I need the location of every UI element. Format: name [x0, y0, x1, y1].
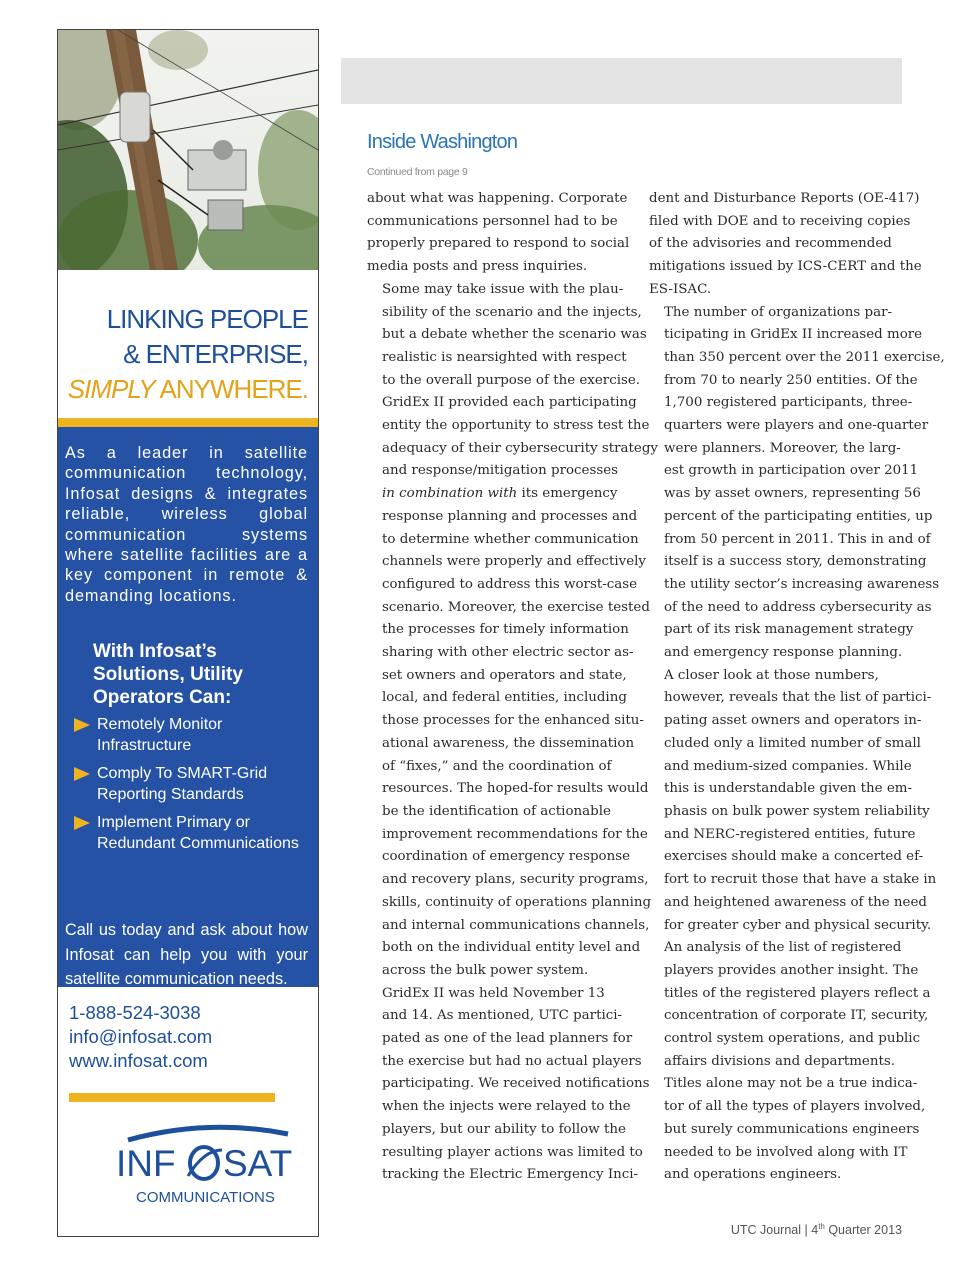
text-line: channels were properly and effectively — [382, 554, 646, 570]
text-line: the exercise but had no actual players — [382, 1053, 642, 1069]
footer-quarter-year: Quarter 2013 — [824, 1223, 902, 1238]
text-line: dent and Disturbance Reports (OE-417) — [649, 191, 920, 206]
ad-solutions-line: Operators Can: — [93, 687, 232, 708]
text-line: this is understandable given the em- — [664, 781, 912, 797]
footer-journal: UTC Journal — [730, 1223, 802, 1238]
text-line: adequacy of their cybersecurity strategy — [382, 440, 658, 456]
paragraph — [649, 188, 922, 302]
ad-headline-line2: & ENTERPRISE, — [123, 339, 308, 369]
text-line: coordination of emergency response — [382, 849, 631, 865]
footer-quarter-suffix: th — [818, 1222, 825, 1231]
text-line: sibility of the scenario and the injects, — [382, 304, 642, 320]
paragraph — [367, 188, 630, 279]
text-line: concentration of corporate IT, security, — [664, 1008, 929, 1024]
text-line: from 70 to nearly 250 entities. Of the — [664, 372, 918, 388]
text-line: pating asset owners and operators in- — [664, 713, 922, 729]
text-line: mitigations issued by ICS-CERT and the — [649, 259, 922, 275]
ad-benefit-line: Remotely Monitor — [97, 716, 223, 733]
ad-gold-rule — [58, 418, 318, 427]
ad-benefit-line: Redundant Communications — [97, 834, 299, 852]
text-line: properly prepared to respond to social — [367, 236, 630, 252]
ad-solutions-heading — [93, 640, 303, 709]
article-column-right — [649, 188, 945, 1187]
text-line: and operations engineers. — [664, 1167, 842, 1183]
text-line: and recovery plans, security programs, — [382, 872, 649, 888]
text-line: players provides another insight. The — [664, 962, 919, 978]
ad-benefits-list — [72, 715, 312, 862]
text-line: however, reveals that the list of partici- — [664, 690, 932, 706]
text-line: was by asset owners, representing 56 — [664, 486, 921, 502]
ad-headline-line1: LINKING PEOPLE — [106, 304, 308, 334]
paragraph — [649, 937, 931, 1187]
page-footer — [0, 1222, 902, 1237]
ad-contact-info — [69, 1001, 212, 1073]
infosat-logo-icon — [98, 1120, 318, 1210]
logo-name-right: SAT — [223, 1143, 293, 1184]
text-line: configured to address this worst-case — [382, 576, 638, 592]
text-line: were planners. Moreover, the larg- — [664, 440, 901, 456]
text-line: fort to recruit those that have a stake in — [664, 872, 937, 888]
text-line: across the bulk power system. — [382, 962, 589, 978]
text-line: local, and federal entities, including — [382, 690, 627, 706]
text-line: but surely communications engineers — [664, 1121, 920, 1137]
text-line: of the advisories and recommended — [649, 236, 892, 252]
ad-benefit-item — [72, 813, 312, 854]
utility-pole-photo-icon — [58, 30, 318, 270]
ad-solutions-line: With Infosat’s — [93, 641, 217, 662]
text-line: entity the opportunity to stress test the — [382, 418, 650, 434]
text-line: est growth in participation over 2011 — [664, 463, 919, 479]
text-line: ticipating in GridEx II increased more — [664, 327, 923, 343]
text-line: and 14. As mentioned, UTC partici- — [382, 1008, 623, 1024]
text-line: when the injects were relayed to the — [382, 1099, 631, 1115]
ad-benefit-item — [72, 764, 312, 805]
text-line: The number of organizations par- — [664, 304, 893, 320]
arrow-right-icon — [74, 767, 90, 781]
text-line: and response/mitigation processes — [382, 463, 619, 479]
text-line: GridEx II provided each participating — [382, 395, 637, 411]
logo-subtitle: COMMUNICATIONS — [136, 1189, 275, 1206]
ad-email-link[interactable]: info@infosat.com — [69, 1026, 213, 1047]
header-gray-band — [341, 58, 902, 104]
ad-headline — [58, 302, 308, 407]
ad-benefit-line: Infrastructure — [97, 736, 192, 754]
continued-from-note: Continued from page 9 — [367, 166, 468, 178]
italic-phrase: in combination with — [382, 486, 518, 502]
text-line: control system operations, and public — [664, 1031, 921, 1047]
ad-headline-simply: SIMPLY — [67, 374, 155, 404]
section-title: Inside Washington — [367, 131, 518, 153]
text-line: affairs divisions and departments. — [664, 1053, 895, 1069]
text-line: but a debate whether the scenario was — [382, 327, 647, 343]
text-line: percent of the participating entities, up — [664, 508, 933, 524]
arrow-right-icon — [74, 718, 90, 732]
text-line: of “fixes,” and the coordination of — [382, 758, 612, 774]
ad-phone[interactable]: 1-888-524-3038 — [69, 1002, 201, 1023]
text-line: of the need to address cybersecurity as — [664, 599, 932, 615]
ad-gold-bar — [69, 1093, 275, 1102]
text-line: pated as one of the lead planners for — [382, 1031, 633, 1047]
article-column-left — [367, 188, 658, 1187]
text-line: A closer look at those numbers, — [664, 667, 879, 683]
ad-headline-line3 — [58, 372, 308, 407]
ad-intro-text: As a leader in satellite communication technology, Infosat designs & integrates reliable, wireless global communication systems where satellite facilities are a key component in remote & demanding locations. — [65, 444, 308, 605]
ad-blue-panel — [58, 427, 318, 987]
text-line: the processes for timely information — [382, 622, 629, 638]
text-line: part of its risk management strategy — [664, 622, 914, 638]
text-line: and heightened awareness of the need — [664, 894, 927, 910]
text-line: to determine whether communication — [382, 531, 639, 547]
text-line: sharing with other electric sector as- — [382, 645, 634, 661]
ad-benefit-item — [72, 715, 312, 756]
text-line: tor of all the types of players involved, — [664, 1099, 926, 1115]
text-line: about what was happening. Corporate — [367, 191, 628, 206]
ad-solutions-line: Solutions, Utility — [93, 664, 243, 685]
text-line: resulting player actions was limited to — [382, 1144, 643, 1160]
text-line: and internal communications channels, — [382, 917, 650, 933]
text-line: skills, continuity of operations planning — [382, 894, 652, 910]
text-line: improvement recommendations for the — [382, 826, 648, 842]
text-line: ES-ISAC. — [649, 281, 712, 297]
text-line: and medium-sized companies. While — [664, 758, 912, 774]
ad-headline-anywhere: ANYWHERE. — [154, 374, 308, 404]
text-line: from 50 percent in 2011. This in and of — [664, 531, 931, 547]
text-line: realistic is nearsighted with respect — [382, 349, 627, 365]
footer-separator: | — [804, 1223, 808, 1238]
text-line: quarters were players and one-quarter — [664, 418, 929, 434]
ad-benefit-line: Implement Primary or — [97, 814, 250, 831]
text-line: to the overall purpose of the exercise. — [382, 372, 641, 388]
paragraph — [367, 279, 658, 983]
ad-benefit-line: Reporting Standards — [97, 785, 244, 803]
paragraph — [649, 665, 937, 937]
text-line: phasis on bulk power system reliability — [664, 803, 930, 819]
text-line: Titles alone may not be a true indica- — [664, 1076, 918, 1092]
paragraph — [649, 302, 945, 665]
ad-benefit-line: Comply To SMART-Grid — [97, 765, 268, 782]
text-line: cluded only a limited number of small — [664, 735, 921, 751]
text-line: filed with DOE and to receiving copies — [649, 213, 911, 229]
text-line — [367, 483, 622, 506]
ad-call-to-action: Call us today and ask about how Infosat can help you with your satellite communication needs. — [65, 921, 308, 988]
text-line: An analysis of the list of registered — [664, 940, 902, 956]
text-line: than 350 percent over the 2011 exercise, — [664, 349, 945, 365]
text-line: be the identification of actionable — [382, 803, 611, 819]
text-line: resources. The hoped-for results would — [382, 781, 649, 797]
text-line: players, but our ability to follow the — [382, 1121, 626, 1137]
text-line: set owners and operators and state, — [382, 667, 627, 683]
text-line: the utility sector’s increasing awareness — [664, 576, 940, 592]
text-line: 1,700 registered participants, three- — [664, 395, 913, 411]
arrow-right-icon — [74, 816, 90, 830]
text-line: needed to be involved along with IT — [664, 1144, 908, 1160]
text-line: scenario. Moreover, the exercise tested — [382, 599, 650, 615]
text-line: exercises should make a concerted ef- — [664, 849, 924, 865]
text-line: Some may take issue with the plau- — [382, 281, 624, 297]
paragraph — [367, 983, 650, 1187]
text-line: response planning and processes and — [382, 508, 638, 524]
ad-photo-utility-pole — [58, 30, 318, 270]
text-line: tracking the Electric Emergency Inci- — [382, 1167, 639, 1183]
text-line: and NERC-registered entities, future — [664, 826, 916, 842]
footer-quarter-number: 4 — [811, 1223, 819, 1238]
infosat-advertisement — [57, 29, 319, 1237]
text-line: media posts and press inquiries. — [367, 259, 588, 275]
text-line: itself is a success story, demonstrating — [664, 554, 927, 570]
ad-website-link[interactable]: www.infosat.com — [69, 1050, 208, 1071]
text-line: both on the individual entity level and — [382, 940, 641, 956]
infosat-logo — [98, 1120, 318, 1210]
text-line: those processes for the enhanced situ- — [382, 713, 644, 729]
text-line: participating. We received notifications — [382, 1076, 650, 1092]
text-line: for greater cyber and physical security. — [664, 917, 932, 933]
text-line: GridEx II was held November 13 — [382, 985, 605, 1001]
text-line: communications personnel had to be — [367, 213, 618, 229]
text-fragment: its emergency — [517, 486, 618, 502]
text-line: titles of the registered players reflect a — [664, 985, 931, 1001]
text-line: and emergency response planning. — [664, 645, 903, 661]
text-line: ational awareness, the dissemination — [382, 735, 635, 751]
logo-name-left: INF — [116, 1143, 176, 1184]
